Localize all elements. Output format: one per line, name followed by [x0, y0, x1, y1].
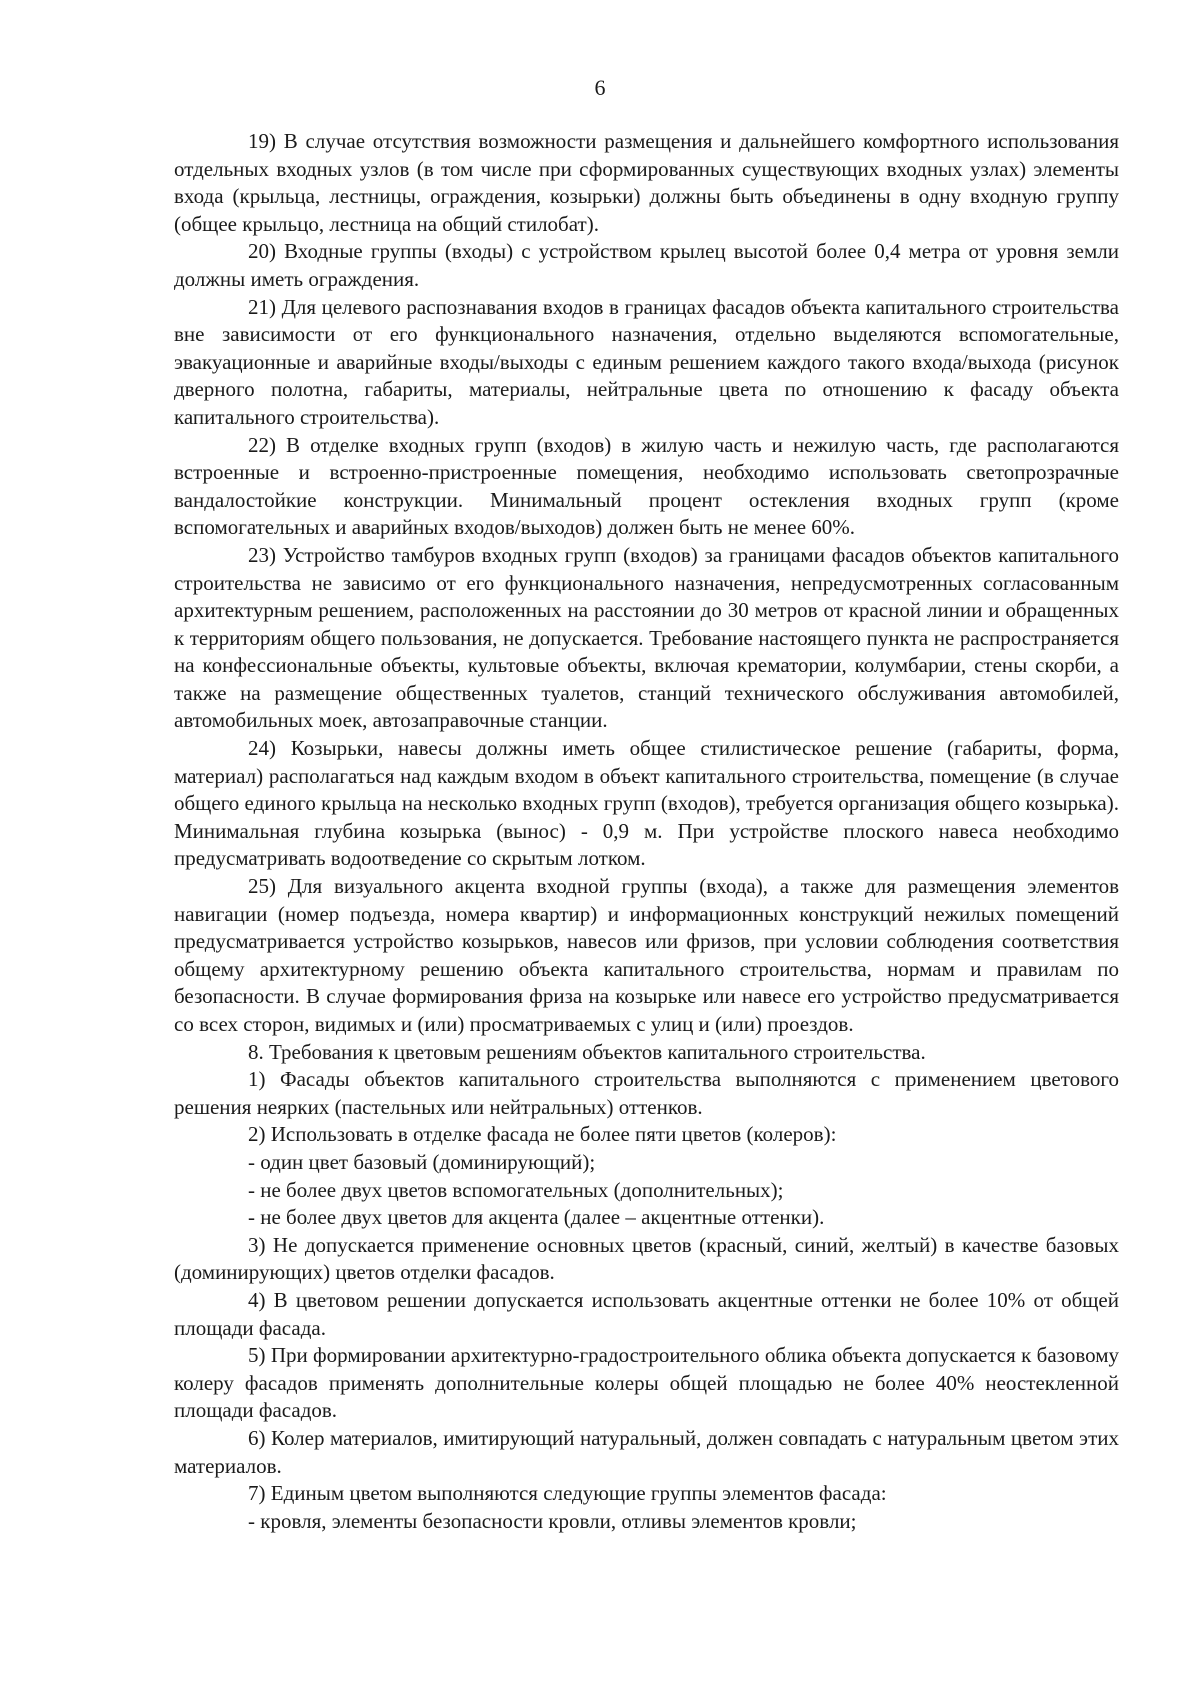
paragraph-item-24: 24) Козырьки, навесы должны иметь общее стилистическое решение (габариты, форма, материал) располагаться над каждым входом в объект капитального строительства, помещение (в случае общего единого крыльца на несколько входных групп (входов), требуется организация общего козырька). Минимальная глубина козырька (вынос) - 0,9 м. При устройстве плоского навеса необходимо предусматривать водоотведение со скрытым лотком. [174, 736, 1119, 871]
list-item-roofing: - кровля, элементы безопасности кровли, отливы элементов кровли; [248, 1508, 857, 1533]
paragraph-item-22: 22) В отделке входных групп (входов) в жилую часть и нежилую часть, где располагаются встроенные и встроенно-пристроенные помещения, необходимо использовать светопрозрачные вандалостойкие конструкции. Минимальный процент остекления входных групп (кроме вспомогательных и аварийных входов/выходов) должен быть не менее 60%. [174, 432, 1119, 540]
list-item-accent-colors: - не более двух цветов для акцента (далее – акцентные оттенки). [248, 1205, 825, 1230]
paragraph-color-1: 1) Фасады объектов капитального строительства выполняются с применением цветового решения неярких (пастельных или нейтральных) оттенков. [174, 1067, 1119, 1119]
paragraph-color-2: 2) Использовать в отделке фасада не более пяти цветов (колеров): [248, 1122, 837, 1147]
list-item-base-color: - один цвет базовый (доминирующий); [248, 1149, 596, 1174]
list-item-auxiliary-colors: - не более двух цветов вспомогательных (дополнительных); [248, 1177, 784, 1202]
paragraph-color-4: 4) В цветовом решении допускается использовать акцентные оттенки не более 10% от общей площади фасада. [174, 1287, 1119, 1340]
paragraph-item-21: 21) Для целевого распознавания входов в границах фасадов объекта капитального строительства вне зависимости от его функционального назначения, отдельно выделяются вспомогательные, эвакуационные и аварийные входы/выходы с единым решением каждого такого входа/выхода (рисунок дверного полотна, габариты, материалы, нейтральные цвета по отношению к фасаду объекта капитального строительства). [174, 294, 1119, 429]
paragraph-item-25: 25) Для визуального акцента входной группы (входа), а также для размещения элементов навигации (номер подъезда, номера квартир) и информационных конструкций нежилых помещений предусматривается устройство козырьков, навесов или фризов, при условии соблюдения соответствия общему архитектурному решению объекта капитального строительства, нормам и правилам по безопасности. В случае формирования фриза на козырьке или навесе его устройство предусматривается со всех сторон, видимых и (или) просматриваемых с улиц и (или) проездов. [174, 874, 1119, 1036]
paragraph-color-3: 3) Не допускается применение основных цветов (красный, синий, желтый) в качестве базовых (доминирующих) цветов отделки фасадов. [174, 1232, 1119, 1285]
document-body [174, 128, 1119, 1535]
paragraph-item-23: 23) Устройство тамбуров входных групп (входов) за границами фасадов объектов капитального строительства не зависимо от его функционального назначения, непредусмотренных согласованным архитектурным решением, расположенных на расстоянии до 30 метров от красной линии и обращенных к территориям общего пользования, не допускается. Требование настоящего пункта не распространяется на конфессиональные объекты, культовые объекты, включая крематории, колумбарии, стены скорби, а также на размещение общественных туалетов, станций технического обслуживания автомобилей, автомобильных моек, автозаправочные станции. [174, 542, 1119, 733]
paragraph-color-5: 5) При формировании архитектурно-градостроительного облика объекта допускается к базовому колеру фасадов применять дополнительные колеры общей площадью не более 40% неостекленной площади фасадов. [174, 1343, 1119, 1423]
paragraph-item-20: 20) Входные группы (входы) с устройством крылец высотой более 0,4 метра от уровня земли должны иметь ограждения. [174, 239, 1119, 291]
paragraph-color-7: 7) Единым цветом выполняются следующие группы элементов фасада: [248, 1481, 887, 1506]
paragraph-color-6: 6) Колер материалов, имитирующий натуральный, должен совпадать с натуральным цветом этих материалов. [174, 1425, 1119, 1478]
section-heading-8: 8. Требования к цветовым решениям объектов капитального строительства. [248, 1039, 926, 1064]
paragraph-item-19: 19) В случае отсутствия возможности размещения и дальнейшего комфортного использования отдельных входных узлов (в том числе при сформированных существующих входных узлах) элементы входа (крыльца, лестницы, ограждения, козырьки) должны быть объединены в одну входную группу (общее крыльцо, лестница на общий стилобат). [174, 129, 1119, 236]
page-number: 6 [594, 75, 606, 100]
